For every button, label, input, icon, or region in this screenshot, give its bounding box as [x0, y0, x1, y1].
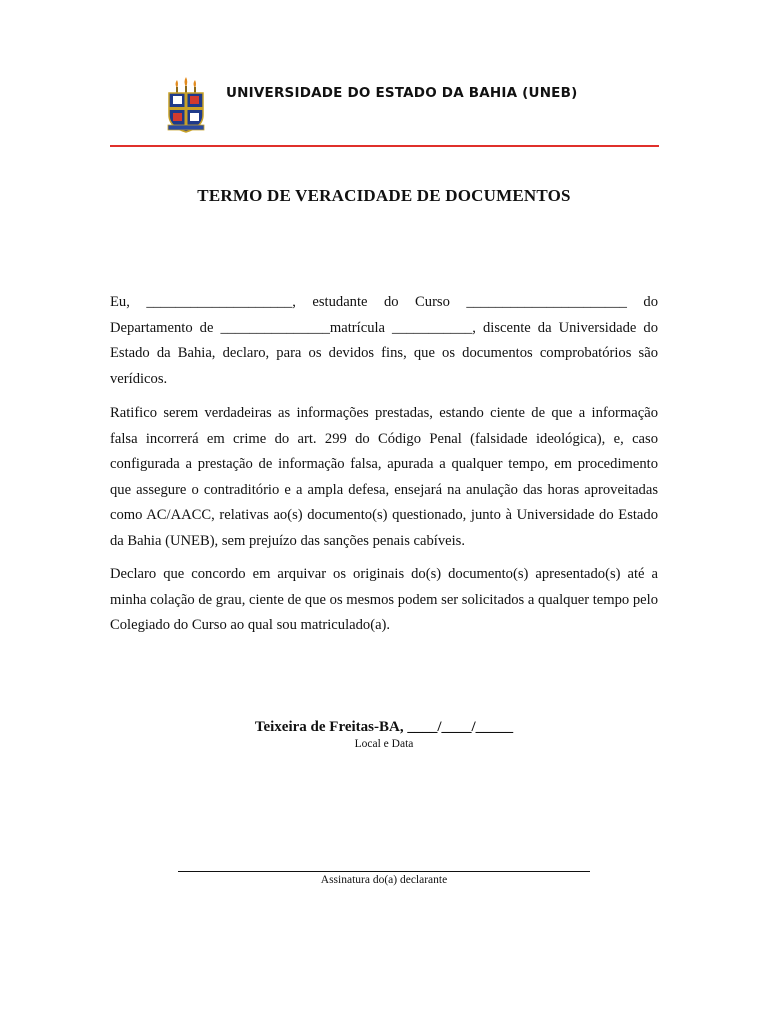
university-crest-icon [166, 76, 206, 136]
paragraph-ratification: Ratifico serem verdadeiras as informações prestadas, estando ciente de que a informação falsa incorrerá em crime do art. 299 do Código Penal (falsidade ideológica), e, caso configurada a prestação de informação falsa, apurada a qualquer tempo, em procedimento que assegure o contraditório e a ampla defesa, ensejará na anulação das horas aproveitadas como AC/AACC, relativas ao(s) documento(s) questionado, junto à Universidade do Estado da Bahia (UNEB), sem prejuízo das sanções penais cabíveis. [110, 405, 658, 549]
document-title: TERMO DE VERACIDADE DE DOCUMENTOS [197, 186, 571, 205]
place-date-caption: Local e Data [354, 738, 414, 750]
signature-line [178, 871, 590, 872]
signature-caption: Assinatura do(a) declarante [320, 874, 448, 886]
place-and-date: Teixeira de Freitas-BA, ____/____/_____ [254, 719, 514, 735]
paragraph-declaration: Declaro que concordo em arquivar os originais do(s) documento(s) apresentado(s) até a minha colação de grau, ciente de que os mesmos podem ser solicitados a qualquer tempo pelo Colegiado do Curso ao qual sou matriculado(a). [110, 566, 658, 634]
paragraph-identification: Eu, ____________________, estudante do Curso ______________________ do Departamento de _______________matrícula ___________, discente da Universidade do Estado da Bahia, declaro, para os devidos fins, que os documentos comprobatórios são verídicos. [110, 294, 658, 387]
header-divider [110, 145, 659, 147]
institution-name: UNIVERSIDADE DO ESTADO DA BAHIA (UNEB) [226, 85, 578, 101]
